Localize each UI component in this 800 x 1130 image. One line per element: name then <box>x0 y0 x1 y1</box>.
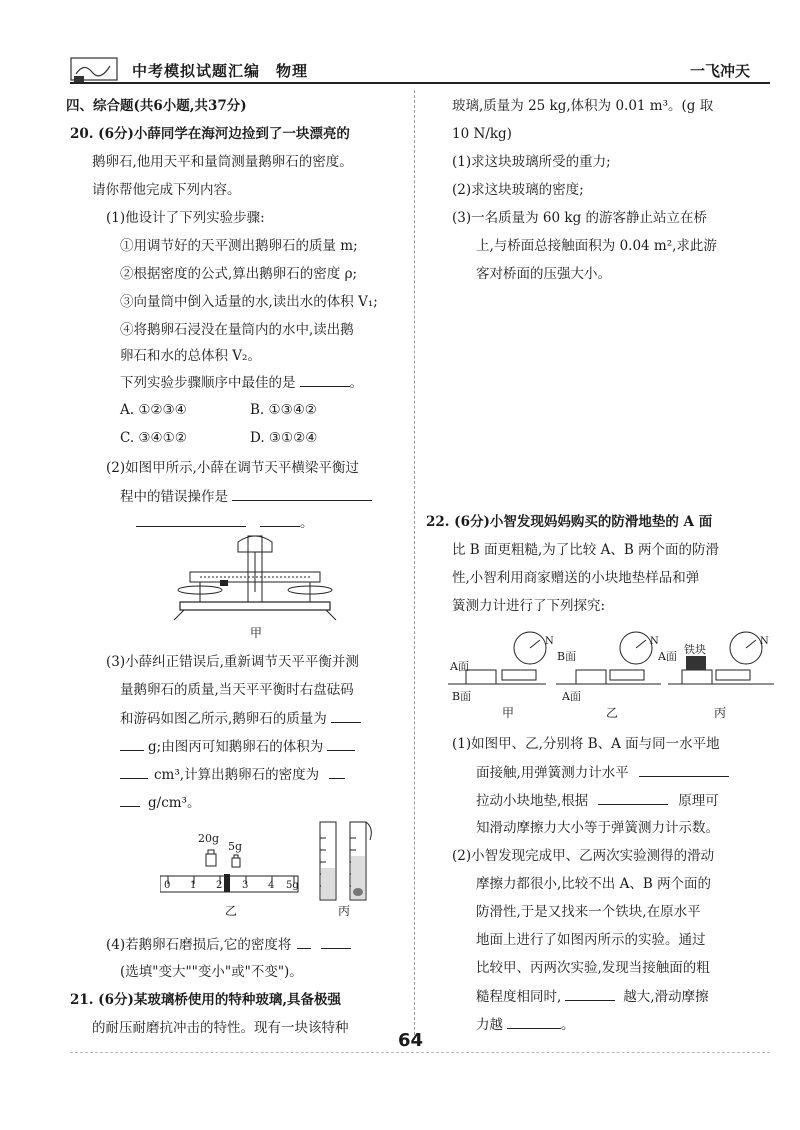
answer-blank[interactable] <box>300 372 350 387</box>
figure-label-yi: 乙 <box>225 904 238 918</box>
q21-part2: (2)求这块玻璃的密度; <box>452 182 584 198</box>
q21-line-3: 玻璃,质量为 25 kg,体积为 0.01 m³。(g 取 <box>452 98 714 114</box>
weights-and-ruler-figure <box>160 848 300 896</box>
q22-part1-line3: 拉动小块地垫,根据 原理可 <box>476 790 719 811</box>
q22-line-2: 比 B 面更粗糙,为了比较 A、B 两个面的防滑 <box>452 542 720 558</box>
answer-blank[interactable] <box>297 934 311 949</box>
q22-part2-line5: 比较甲、丙两次实验,发现当接触面的粗 <box>476 960 710 976</box>
q20-step-3: ③向量筒中倒入适量的水,读出水的体积 V₁; <box>120 294 378 310</box>
q22-part2: (2)小智发现完成甲、乙两次实验测得的滑动 <box>452 848 715 864</box>
answer-blank[interactable] <box>260 512 300 527</box>
q22-part1-line4: 知滑动摩擦力大小等于弹簧测力计示数。 <box>476 820 719 836</box>
figure-label-bing-2: 丙 <box>714 706 727 720</box>
answer-blank[interactable] <box>598 790 668 805</box>
q22-part2-line6: 糙程度相同时, 越大,滑动摩擦 <box>476 986 709 1007</box>
q20-option-b: B. ①③④② <box>250 402 317 418</box>
q22-part2-line2: 摩擦力都很小,比较不出 A、B 两个面的 <box>476 876 712 892</box>
q20-step-2: ②根据密度的公式,算出鹅卵石的密度 ρ; <box>120 266 358 282</box>
figure-iron-label: 铁块 <box>684 643 706 656</box>
q20-line-1: 20. (6分)小薛同学在海河边捡到了一块漂亮的 <box>70 126 350 142</box>
q22-part2-line7: 力越 。 <box>476 1014 575 1035</box>
answer-blank[interactable] <box>120 792 140 807</box>
figure-face-a-label: A面 <box>450 660 469 673</box>
q20-part2: (2)如图甲所示,小薛在调节天平横梁平衡过 <box>106 460 359 476</box>
figure-label-bing: 丙 <box>338 904 351 918</box>
ruler-tick-3: 3 <box>242 880 249 891</box>
weight-5g-label: 5g <box>228 840 243 853</box>
figure-face-b-label-2: B面 <box>557 650 577 663</box>
q20-part3: (3)小薛纠正错误后,重新调节天平平衡并测 <box>106 654 359 670</box>
balance-figure <box>160 532 350 624</box>
figure-face-a-label-2: A面 <box>562 690 581 703</box>
figure-unit-n-3: N <box>760 636 769 647</box>
answer-blank[interactable] <box>639 762 729 777</box>
q22-line-4: 簧测力计进行了下列探究: <box>452 598 606 614</box>
q22-part2-line3: 防滑性,于是又找来一个铁块,在原水平 <box>476 904 701 920</box>
q22-line-3: 性,小智利用商家赠送的小块地垫样品和弹 <box>452 570 700 586</box>
q21-part3-line2: 上,与桥面总接触面积为 0.04 m²,求此游 <box>476 238 717 254</box>
answer-blank[interactable] <box>321 934 351 949</box>
answer-blank[interactable] <box>507 1014 561 1029</box>
answer-blank[interactable] <box>329 764 345 779</box>
header-title: 中考模拟试题汇编 物理 <box>132 62 309 80</box>
header-brand: 一飞冲天 <box>690 62 751 80</box>
q20-option-c: C. ③④①② <box>120 430 187 446</box>
q20-part3-line6: g/cm³。 <box>120 792 200 813</box>
ruler-tick-5g: 5g <box>286 880 299 891</box>
q20-part2-cont: 程中的错误操作是 <box>120 486 372 507</box>
q20-part2-blank-line: 。 <box>136 512 314 533</box>
q20-line-4: (1)他设计了下列实验步骤: <box>106 210 265 226</box>
ruler-tick-1: 1 <box>190 880 197 891</box>
q20-part3-line2: 量鹅卵石的质量,当天平平衡时右盘砝码 <box>120 682 354 698</box>
q20-step-4-cont: 卵石和水的总体积 V₂。 <box>120 348 261 364</box>
q22-part1: (1)如图甲、乙,分别将 B、A 面与同一水平地 <box>452 736 720 752</box>
q21-line-1: 21. (6分)某玻璃桥使用的特种玻璃,具备极强 <box>70 992 342 1008</box>
friction-experiment-figure <box>446 626 776 706</box>
figure-unit-n: N <box>545 636 554 647</box>
q21-line-4: 10 N/kg) <box>452 126 512 142</box>
answer-blank[interactable] <box>120 736 144 751</box>
figure-unit-n-2: N <box>650 636 659 647</box>
q20-step-1: ①用调节好的天平测出鹅卵石的质量 m; <box>120 238 358 254</box>
q20-option-a: A. ①②③④ <box>120 402 187 418</box>
page-number: 64 <box>398 1030 424 1051</box>
q20-line-2: 鹅卵石,他用天平和量筒测量鹅卵石的密度。 <box>92 154 353 170</box>
q22-part1-line2: 面接触,用弹簧测力计水平 <box>476 762 729 783</box>
column-divider <box>414 90 415 1040</box>
q20-part3-line5: cm³,计算出鹅卵石的密度为 <box>120 764 345 785</box>
figure-label-jia: 甲 <box>250 626 263 640</box>
answer-blank[interactable] <box>331 708 361 723</box>
answer-blank[interactable] <box>327 736 355 751</box>
q20-best-order: 下列实验步骤顺序中最佳的是 。 <box>120 372 363 393</box>
answer-blank[interactable] <box>136 512 246 527</box>
q20-part3-line3: 和游码如图乙所示,鹅卵石的质量为 <box>120 708 361 729</box>
figure-face-a-label-3: A面 <box>658 650 677 663</box>
ruler-tick-4: 4 <box>268 880 275 891</box>
header-rule <box>70 82 770 84</box>
q20-part4-cont: (选填"变大""变小"或"不变")。 <box>120 964 303 980</box>
answer-blank[interactable] <box>120 764 148 779</box>
graduated-cylinders-figure <box>314 818 378 904</box>
figure-face-b-label: B面 <box>452 690 472 703</box>
answer-blank[interactable] <box>232 486 372 501</box>
q21-part1: (1)求这块玻璃所受的重力; <box>452 154 611 170</box>
q21-part3: (3)一名质量为 60 kg 的游客静止站立在桥 <box>452 210 707 226</box>
answer-blank[interactable] <box>565 986 615 1001</box>
q21-part3-line3: 客对桥面的压强大小。 <box>476 266 611 282</box>
q20-part4: (4)若鹅卵石磨损后,它的密度将 <box>106 934 351 955</box>
q22-part2-line4: 地面上进行了如图丙所示的实验。通过 <box>476 932 706 948</box>
q20-part3-line4: g;由图丙可知鹅卵石的体积为 <box>120 736 355 757</box>
weight-20g-label: 20g <box>198 832 220 845</box>
footer-rule <box>70 1052 770 1053</box>
figure-label-yi-2: 乙 <box>606 706 619 720</box>
q20-option-d: D. ③①②④ <box>250 430 318 446</box>
ruler-tick-0: 0 <box>164 880 171 891</box>
q22-line-1: 22. (6分)小智发现妈妈购买的防滑地垫的 A 面 <box>426 514 713 530</box>
header-logo-icon <box>70 56 120 84</box>
q21-line-2: 的耐压耐磨抗冲击的特性。现有一块该特种 <box>92 1020 349 1036</box>
ruler-tick-2: 2 <box>216 880 223 891</box>
figure-label-jia-2: 甲 <box>502 706 515 720</box>
section-title: 四、综合题(共6小题,共37分) <box>66 98 247 114</box>
q20-line-3: 请你帮他完成下列内容。 <box>92 182 241 198</box>
q20-step-4: ④将鹅卵石浸没在量筒内的水中,读出鹅 <box>120 322 354 338</box>
